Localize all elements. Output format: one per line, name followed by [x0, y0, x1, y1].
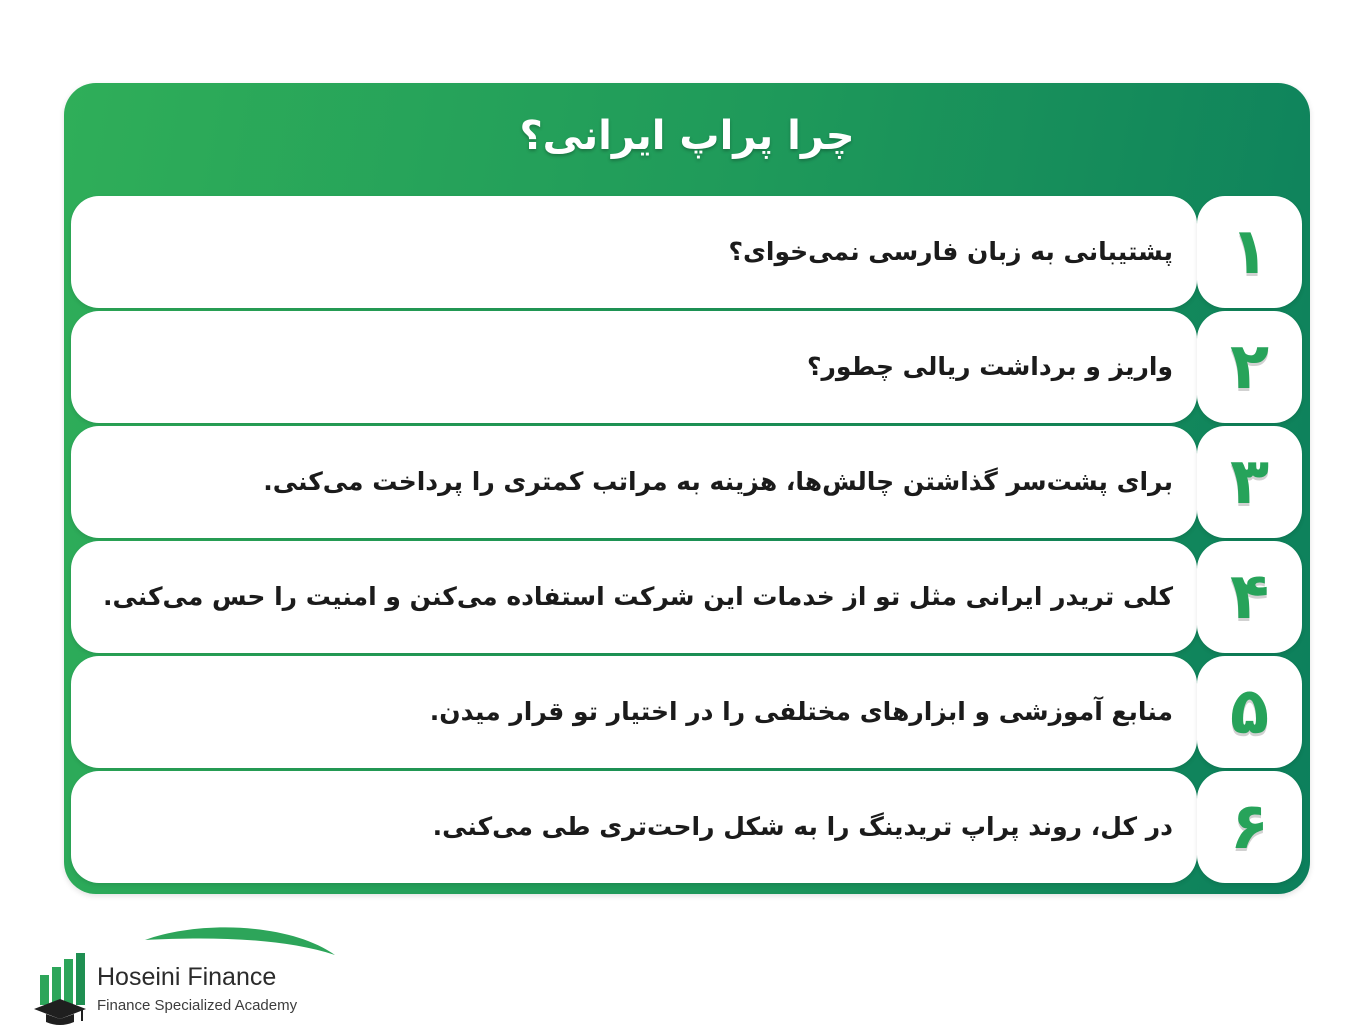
reason-row-2 [71, 311, 1302, 423]
reason-row-1 [71, 196, 1302, 308]
reason-number: ۵ [1197, 656, 1302, 768]
reason-text: برای پشت‌سر گذاشتن چالش‌ها، هزینه به مراتب کمتری را پرداخت می‌کنی. [263, 467, 1173, 496]
reason-row-4 [71, 541, 1302, 653]
bar-chart-graduation-cap-icon [34, 953, 86, 1025]
card-title: چرا پراپ ایرانی؟ [519, 113, 855, 159]
reason-text: واریز و برداشت ریالی چطور؟ [807, 352, 1173, 381]
reason-text: منابع آموزشی و ابزارهای مختلفی را در اختیار تو قرار میدن. [429, 697, 1173, 726]
reason-text: کلی تریدر ایرانی مثل تو از خدمات این شرکت استفاده می‌کنن و امنیت را حس می‌کنی. [103, 582, 1173, 611]
brand-name: Hoseini Finance [97, 963, 277, 991]
reason-text-box [71, 426, 1197, 538]
reason-row-5 [71, 656, 1302, 768]
reason-number: ۳ [1197, 426, 1302, 538]
reason-text: پشتیبانی به زبان فارسی نمی‌خوای؟ [728, 237, 1173, 266]
reason-number: ۲ [1197, 311, 1302, 423]
reason-text-box [71, 196, 1197, 308]
reason-number: ۱ [1197, 196, 1302, 308]
reason-text-box [71, 311, 1197, 423]
reason-text: در کل، روند پراپ تریدینگ را به شکل راحت‌تری طی می‌کنی. [432, 812, 1173, 841]
reasons-card [64, 83, 1310, 894]
reason-row-6 [71, 771, 1302, 883]
reason-text-box [71, 541, 1197, 653]
reason-number: ۴ [1197, 541, 1302, 653]
brand-tagline: Finance Specialized Academy [97, 997, 298, 1014]
logo-swoosh-icon [145, 927, 335, 955]
reason-text-box [71, 656, 1197, 768]
reason-row-3 [71, 426, 1302, 538]
reason-number: ۶ [1197, 771, 1302, 883]
reason-text-box [71, 771, 1197, 883]
